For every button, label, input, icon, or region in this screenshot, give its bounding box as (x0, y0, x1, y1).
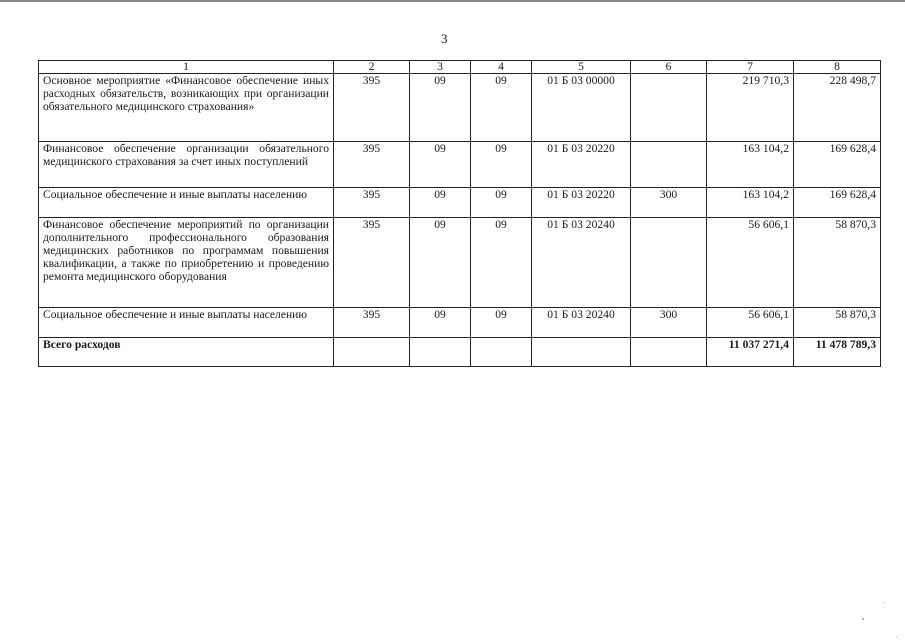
column-header: 2 (334, 61, 410, 74)
amount-col-7: 163 104,2 (707, 142, 794, 188)
amount-col-7: 56 606,1 (707, 308, 794, 338)
row-description: Основное мероприятие «Финансовое обеспечение иных расходных обязательств, возникающих при организации обязательного медицинского страхования» (39, 74, 334, 142)
empty-cell (631, 338, 707, 367)
amount-col-8: 169 628,4 (794, 188, 881, 218)
amount-col-7: 163 104,2 (707, 188, 794, 218)
section-code: 09 (410, 218, 471, 308)
ministry-code: 395 (334, 74, 410, 142)
section-code: 09 (410, 188, 471, 218)
ministry-code: 395 (334, 188, 410, 218)
scan-speck (884, 602, 885, 603)
row-description: Финансовое обеспечение мероприятий по организации дополнительного профессионального образования медицинских работников по программам повышения квалификации, а также по приобретению и проведению ремонта медицинского оборудования (39, 218, 334, 308)
table-row (39, 218, 881, 308)
page-top-edge (0, 0, 905, 2)
header-row (39, 61, 881, 74)
total-col-7: 11 037 271,4 (707, 338, 794, 367)
column-header: 8 (794, 61, 881, 74)
total-row (39, 338, 881, 367)
scan-speck (896, 636, 897, 637)
expense-type-code (631, 142, 707, 188)
amount-col-8: 58 870,3 (794, 218, 881, 308)
subsection-code: 09 (471, 74, 532, 142)
total-label: Всего расходов (39, 338, 334, 367)
section-code: 09 (410, 308, 471, 338)
empty-cell (334, 338, 410, 367)
table-row (39, 142, 881, 188)
column-header: 1 (39, 61, 334, 74)
empty-cell (410, 338, 471, 367)
target-article-code: 01 Б 03 20240 (532, 218, 631, 308)
expense-type-code: 300 (631, 308, 707, 338)
column-header: 6 (631, 61, 707, 74)
target-article-code: 01 Б 03 20220 (532, 188, 631, 218)
section-code: 09 (410, 74, 471, 142)
ministry-code: 395 (334, 308, 410, 338)
amount-col-7: 219 710,3 (707, 74, 794, 142)
column-header: 4 (471, 61, 532, 74)
amount-col-8: 169 628,4 (794, 142, 881, 188)
table-row (39, 308, 881, 338)
subsection-code: 09 (471, 188, 532, 218)
column-header: 7 (707, 61, 794, 74)
empty-cell (532, 338, 631, 367)
total-col-8: 11 478 789,3 (794, 338, 881, 367)
page-number: 3 (441, 31, 448, 46)
target-article-code: 01 Б 03 20220 (532, 142, 631, 188)
row-description: Финансовое обеспечение организации обязательного медицинского страхования за счет иных поступлений (39, 142, 334, 188)
empty-cell (471, 338, 532, 367)
target-article-code: 01 Б 03 00000 (532, 74, 631, 142)
expense-type-code (631, 218, 707, 308)
column-header: 5 (532, 61, 631, 74)
scan-speck (862, 618, 864, 620)
subsection-code: 09 (471, 142, 532, 188)
amount-col-7: 56 606,1 (707, 218, 794, 308)
amount-col-8: 228 498,7 (794, 74, 881, 142)
expense-type-code: 300 (631, 188, 707, 218)
subsection-code: 09 (471, 218, 532, 308)
ministry-code: 395 (334, 142, 410, 188)
row-description: Социальное обеспечение и иные выплаты населению (39, 188, 334, 218)
target-article-code: 01 Б 03 20240 (532, 308, 631, 338)
subsection-code: 09 (471, 308, 532, 338)
expenditure-table (38, 60, 881, 367)
expense-type-code (631, 74, 707, 142)
ministry-code: 395 (334, 218, 410, 308)
section-code: 09 (410, 142, 471, 188)
table-row (39, 188, 881, 218)
column-header: 3 (410, 61, 471, 74)
amount-col-8: 58 870,3 (794, 308, 881, 338)
row-description: Социальное обеспечение и иные выплаты населению (39, 308, 334, 338)
table-row (39, 74, 881, 142)
